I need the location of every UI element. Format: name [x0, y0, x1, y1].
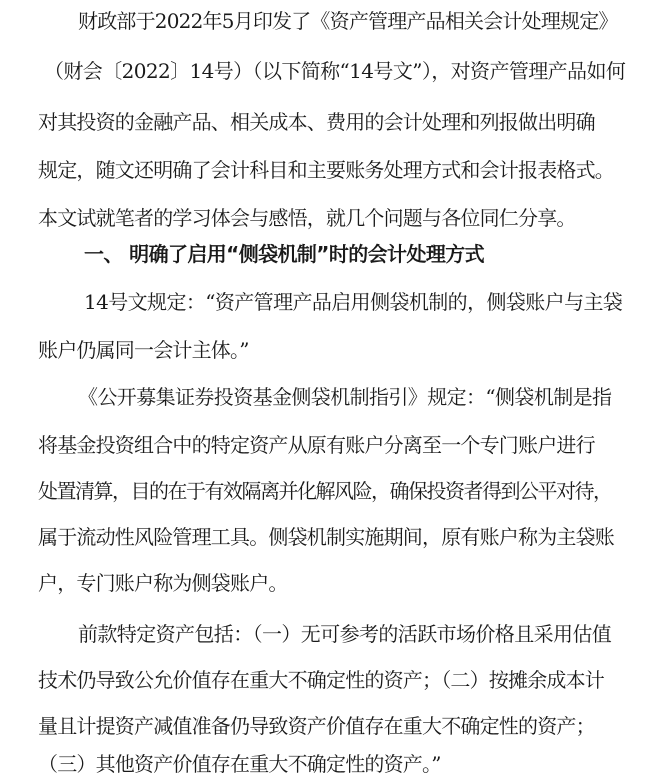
text-line: （三）其他资产价值存在重大不确定性的资产。”: [38, 752, 441, 776]
text-line: 量且计提资产减值准备仍导致资产价值存在重大不确定性的资产；: [38, 714, 595, 738]
text-line: 户，专门账户称为侧袋账户。: [38, 571, 288, 595]
section-heading: 一、 明确了启用“侧袋机制”时的会计处理方式: [84, 242, 485, 266]
text-line: 对其投资的金融产品、相关成本、费用的会计处理和列报做出明确: [38, 110, 595, 134]
text-line: 《公开募集证券投资基金侧袋机制指引》规定：“侧袋机制是指: [78, 385, 612, 409]
text-line: 规定，随文还明确了会计科目和主要账务处理方式和会计报表格式。: [38, 158, 614, 182]
text-line: 属于流动性风险管理工具。侧袋机制实施期间，原有账户称为主袋账: [38, 525, 614, 549]
text-line: 本文试就笔者的学习体会与感悟，就几个问题与各位同仁分享。: [38, 206, 576, 230]
text-line: 处置清算，目的在于有效隔离并化解风险，确保投资者得到公平对待，: [38, 479, 612, 503]
text-line: 前款特定资产包括：（一）无可参考的活跃市场价格且采用估值: [78, 622, 612, 646]
text-line: 14号文规定：“资产管理产品启用侧袋机制的，侧袋账户与主袋: [84, 290, 623, 314]
text-line: 将基金投资组合中的特定资产从原有账户分离至一个专门账户进行: [38, 433, 595, 457]
text-line: 财政部于2022年5月印发了《资产管理产品相关会计处理规定》: [78, 9, 618, 33]
text-line: 技术仍导致公允价值存在重大不确定性的资产；（二）按摊余成本计: [38, 668, 604, 692]
text-line: 账户仍属同一会计主体。”: [38, 338, 249, 362]
text-line: （财会〔2022〕14号）（以下简称“14号文”），对资产管理产品如何: [44, 59, 626, 83]
